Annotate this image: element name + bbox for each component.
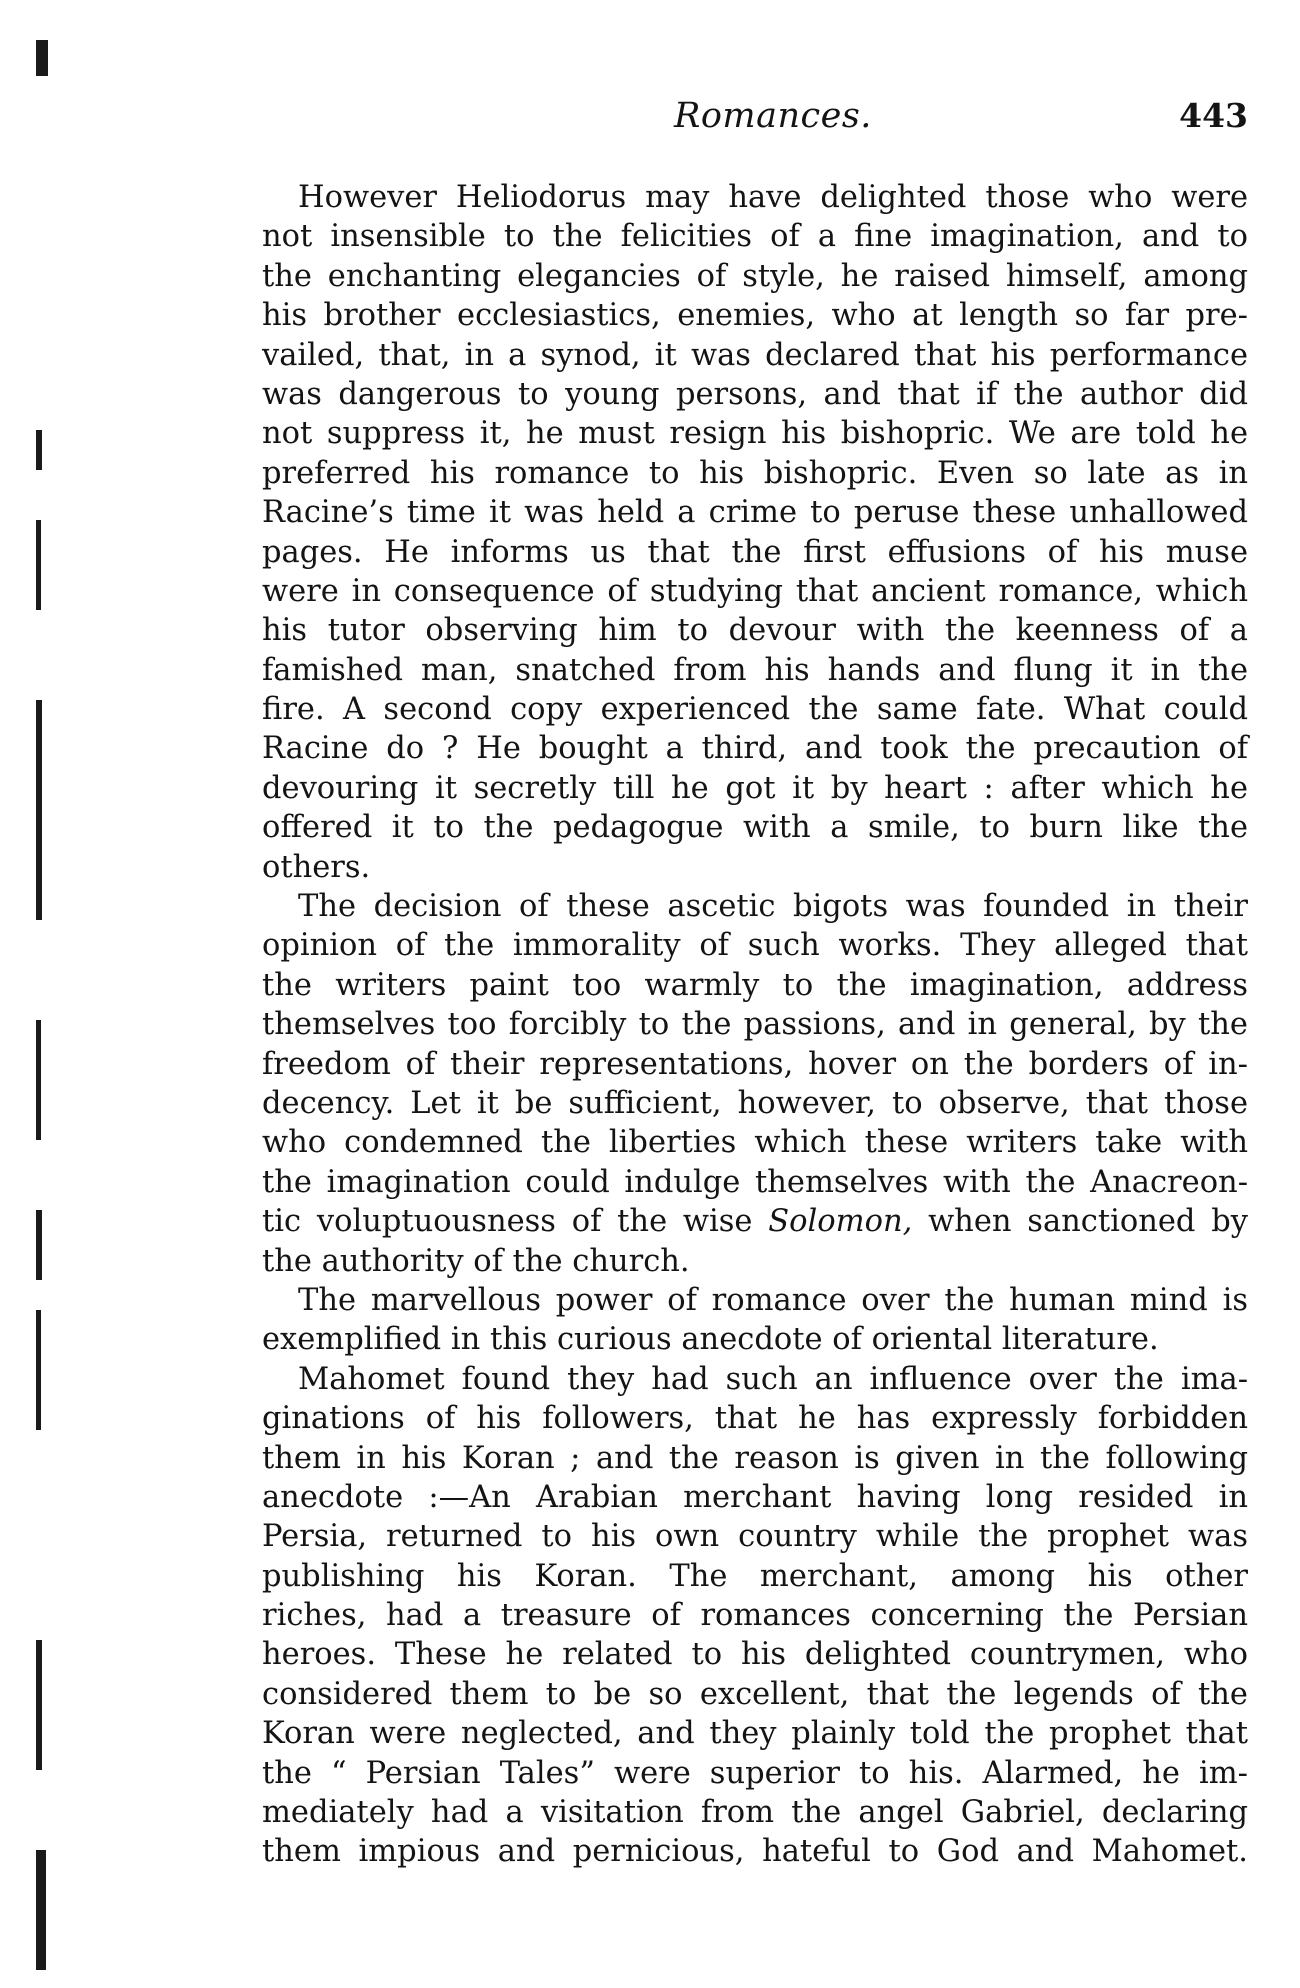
text-line: pages. He informs us that the first effusions of his muse (262, 534, 1248, 570)
text-line: the writers paint too warmly to the imagination, address (262, 967, 1248, 1003)
text-line: fire. A second copy experienced the same fate. What could (262, 692, 1248, 728)
text-line: offered it to the pedagogue with a smile, to burn like the (262, 810, 1248, 846)
text-line: heroes. These he related to his delighted countrymen, who (262, 1637, 1248, 1673)
text-segment: when sanctioned by (928, 1204, 1249, 1240)
text-line-mixed (262, 1202, 1248, 1241)
text-line: the authority of the church. (262, 1243, 690, 1279)
text-line: Persia, returned to his own country while the prophet was (262, 1519, 1248, 1555)
text-line: exemplified in this curious anecdote of oriental literature. (262, 1322, 1159, 1358)
text-line: riches, had a treasure of romances concerning the Persian (262, 1598, 1248, 1634)
page-header (262, 96, 1248, 146)
text-line: The marvellous power of romance over the human mind is (298, 1282, 1248, 1318)
text-line: freedom of their representations, hover on the borders of in- (262, 1046, 1248, 1082)
page-number: 443 (1179, 96, 1248, 135)
text-line: mediately had a visitation from the angel Gabriel, declaring (262, 1795, 1248, 1831)
paragraph-2 (262, 887, 1248, 1281)
text-line: ginations of his followers, that he has expressly forbidden (262, 1401, 1248, 1437)
running-title: Romances. (674, 96, 872, 136)
text-line: them in his Koran ; and the reason is given in the following (262, 1440, 1248, 1476)
text-line: considered them to be so excellent, that the legends of the (262, 1676, 1248, 1712)
scan-gutter-shadow (36, 0, 48, 1988)
text-line: devouring it secretly till he got it by heart : after which he (262, 770, 1248, 806)
text-line: opinion of the immorality of such works. They alleged that (262, 928, 1248, 964)
text-line: was dangerous to young persons, and that if the author did (262, 376, 1248, 412)
paragraph-3 (262, 1281, 1248, 1360)
text-line: were in consequence of studying that ancient romance, which (262, 573, 1248, 609)
text-line: decency. Let it be sufficient, however, to observe, that those (262, 1085, 1248, 1121)
text-line: not suppress it, he must resign his bishopric. We are told he (262, 416, 1248, 452)
text-line: his brother ecclesiastics, enemies, who at length so far pre- (262, 298, 1248, 334)
text-segment: tic voluptuousness of the wise (262, 1204, 753, 1240)
text-line: the imagination could indulge themselves with the Anacreon- (262, 1164, 1248, 1200)
text-line: the enchanting elegancies of style, he raised himself, among (262, 258, 1248, 294)
text-line: However Heliodorus may have delighted those who were (298, 180, 1248, 215)
body-text (262, 178, 1248, 1872)
italic-word: Solomon, (768, 1204, 913, 1240)
text-line: The decision of these ascetic bigots was founded in their (298, 889, 1248, 925)
text-line: vailed, that, in a synod, it was declared that his performance (262, 337, 1248, 373)
paragraph-1 (262, 178, 1248, 887)
text-line: preferred his romance to his bishopric. Even so late as in (262, 455, 1248, 491)
text-line: anecdote :—An Arabian merchant having long resided in (262, 1479, 1248, 1515)
text-line: others. (262, 849, 371, 885)
text-line: themselves too forcibly to the passions, and in general, by the (262, 1007, 1248, 1043)
text-line: publishing his Koran. The merchant, among his other (262, 1558, 1248, 1594)
text-line: Racine’s time it was held a crime to peruse these unhallowed (262, 495, 1248, 531)
text-line: them impious and pernicious, hateful to God and Mahomet. (262, 1834, 1248, 1870)
text-line: famished man, snatched from his hands and flung it in the (262, 652, 1248, 688)
text-line: Racine do ? He bought a third, and took the precaution of (262, 731, 1248, 767)
paragraph-4 (262, 1360, 1248, 1872)
text-line: not insensible to the felicities of a fine imagination, and to (262, 219, 1248, 255)
text-line: the “ Persian Tales” were superior to his. Alarmed, he im- (262, 1755, 1248, 1791)
text-line: his tutor observing him to devour with the keenness of a (262, 613, 1248, 649)
text-line: Mahomet found they had such an influence over the ima- (298, 1361, 1248, 1397)
text-line: who condemned the liberties which these writers take with (262, 1125, 1248, 1161)
text-line: Koran were neglected, and they plainly told the prophet that (262, 1716, 1248, 1752)
